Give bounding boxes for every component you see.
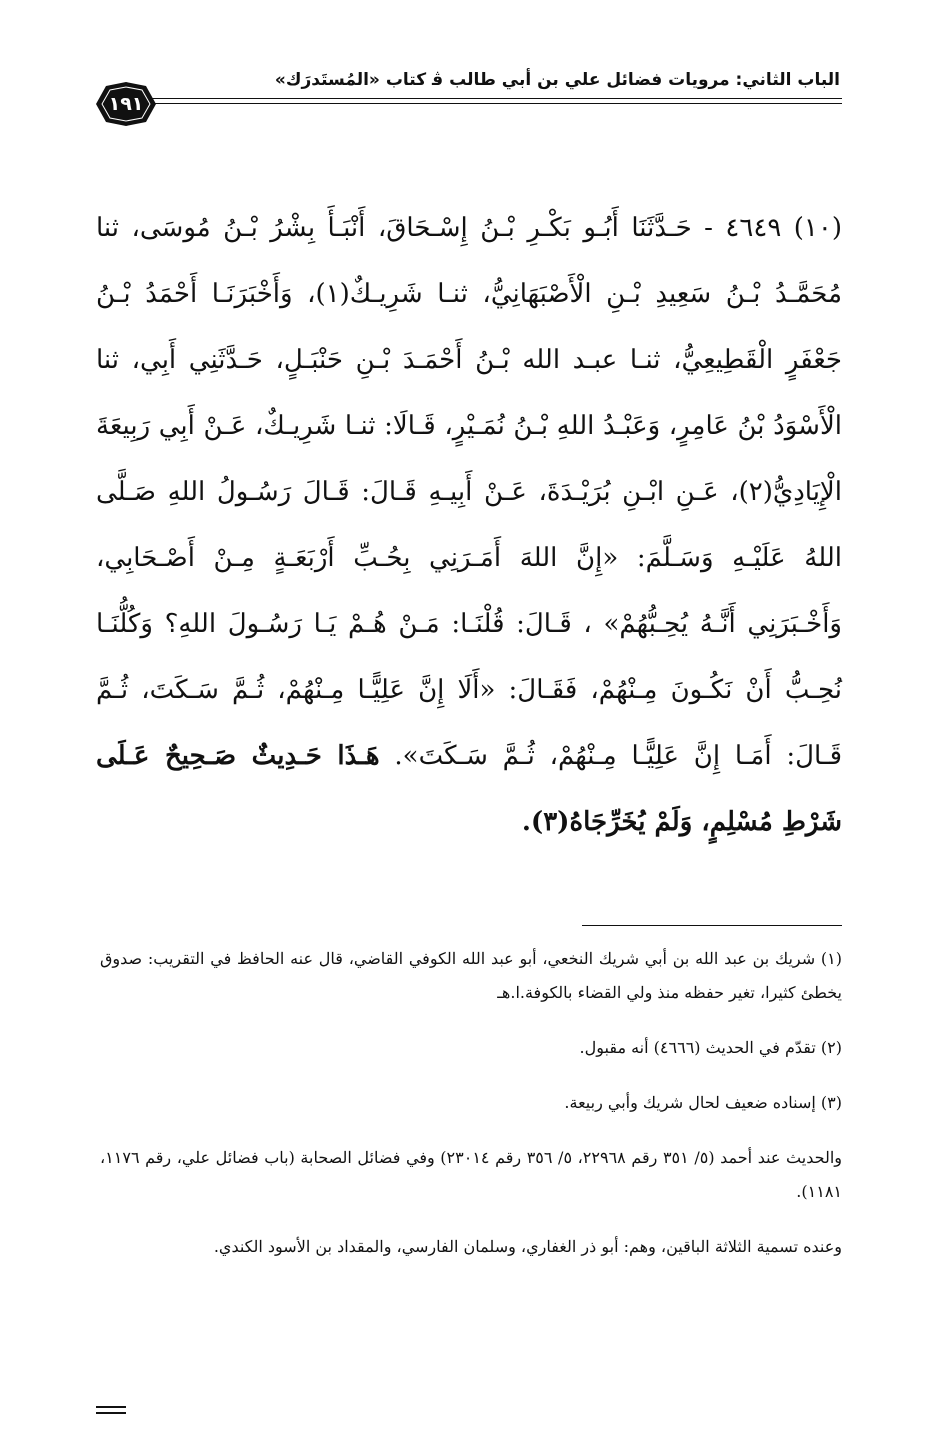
page-number-badge xyxy=(92,80,160,128)
page-number: ١٩١ xyxy=(108,93,144,115)
footnote-3: (٣) إسناده ضعيف لحال شريك وأبي ربيعة. xyxy=(564,1093,842,1112)
footnote-separator xyxy=(582,925,842,926)
hadith-verdict: هَـذَا حَـدِيثٌ صَـحِيحٌ عَـلَى شَرْطِ مُسْلِمٍ، وَلَمْ يُخَرِّجَاهُ(٣). xyxy=(96,741,842,837)
header-rule xyxy=(150,98,842,104)
footnotes xyxy=(100,942,842,1285)
footnote-1: (١) شريك بن عبد الله بن أبي شريك النخعي، أبو عبد الله الكوفي القاضي، قال عنه الحافظ في التقريب: صدوق يخطئ كثيرا، تغير حفظه منذ ولي القضاء بالكوفة.ا.هـ xyxy=(100,949,842,1002)
running-header: الباب الثاني: مرويات فضائل علي بن أبي طالب ﭬ كتاب «المُستَدرَك» xyxy=(274,70,840,90)
hadith-body: (١٠) ٤٦٤٩ - حَـدَّثَنَا أَبُـو بَكْـرِ بْـنُ إِسْـحَاقَ، أَنْبَـأَ بِشْرُ بْـنُ مُوسَى، ثنا مُحَمَّـدُ بْـنُ سَعِيدِ بْـنِ الْأَصْبَهَانِيُّ، ثنـا شَرِيـكٌ(١)، وَأَخْبَرَنَـا أَحْمَدُ بْـنُ جَعْفَرٍ الْقَطِيعِيُّ، ثنـا عبـد الله بْـنُ أَحْمَـدَ بْـنِ حَنْبَـلٍ، حَـدَّثَنِي أَبِي، ثنا الْأَسْوَدُ بْنُ عَامِرٍ، وَعَبْـدُ اللهِ بْـنُ نُمَـيْرٍ، قَـالَا: ثنـا شَرِيـكٌ، عَـنْ أَبِي رَبِيعَةَ الْإِيَادِيُّ(٢)، عَـنِ ابْـنِ بُرَيْـدَةَ، عَـنْ أَبِيـهِ قَـالَ: قَـالَ رَسُـولُ اللهِ صَـلَّى اللهُ عَلَيْـهِ وَسَـلَّمَ: «إِنَّ اللهَ أَمَـرَنِي بِحُـبِّ أَرْبَعَـةٍ مِـنْ أَصْـحَابِي، وَأَخْـبَرَنِي أَنَّـهُ يُحِـبُّهُمْ» ، قَـالَ: قُلْنَـا: مَـنْ هُـمْ يَـا رَسُـولَ اللهِ؟ وَكُلُّنَـا نُحِـبُّ أَنْ نَكُـونَ مِـنْهُمْ، فَقَـالَ: «أَلَا إِنَّ عَلِيًّـا مِـنْهُمْ، ثُـمَّ سَـكَتَ، ثُـمَّ قَـالَ: أَمَـا إِنَّ عَلِيًّـا مِـنْهُمْ، ثُـمَّ سَـكَتَ». xyxy=(96,213,842,771)
footnote-note-2: وعنده تسمية الثلاثة الباقين، وهم: أبو ذر الغفاري، وسلمان الفارسي، والمقداد بن الأسود الكندي. xyxy=(213,1237,842,1256)
footnote-note-1: والحديث عند أحمد (٥/ ٣٥١ رقم ٢٢٩٦٨، ٥/ ٣٥٦ رقم ٢٣٠١٤) وفي فضائل الصحابة (باب فضائل علي، رقم ١١٧٦، ١١٨١). xyxy=(100,1148,842,1201)
page-end-mark xyxy=(96,1406,126,1416)
footnote-2: (٢) تقدّم في الحديث (٤٦٦٦) أنه مقبول. xyxy=(579,1038,842,1057)
hadith-text xyxy=(96,195,842,855)
